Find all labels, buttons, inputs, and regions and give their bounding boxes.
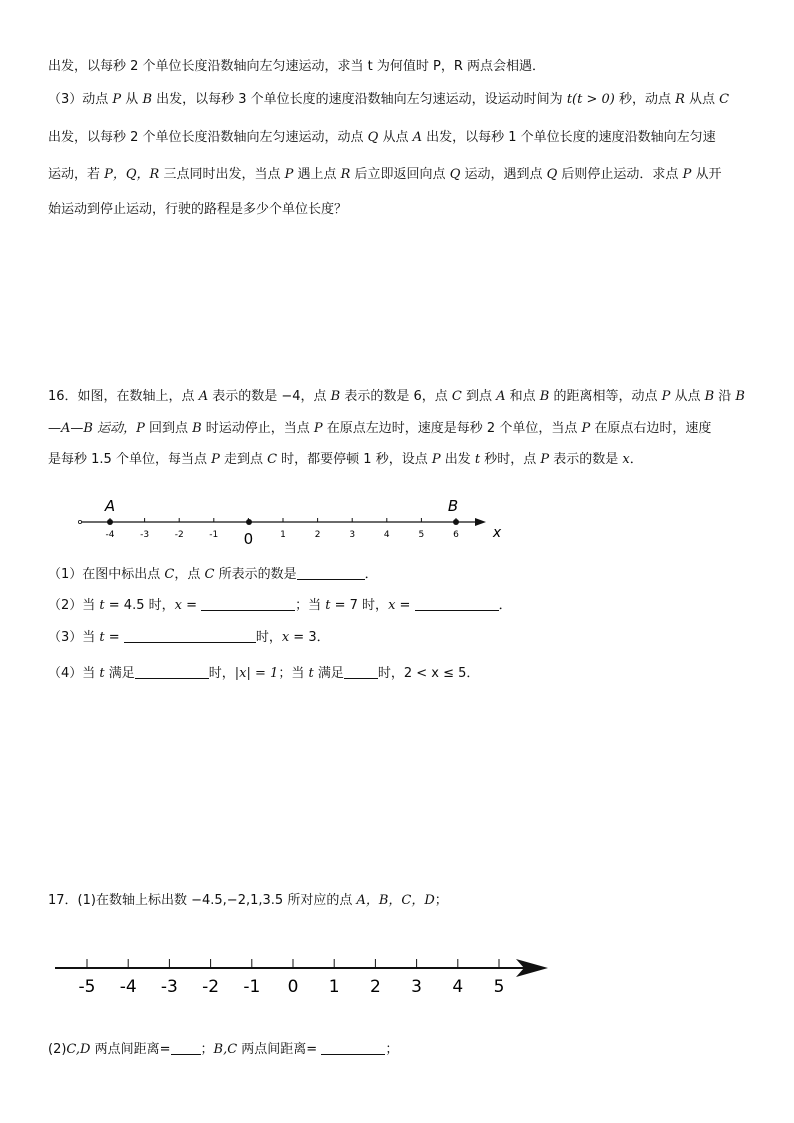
q17-tick-label: -1 bbox=[243, 977, 261, 997]
q17-tick-label: -2 bbox=[202, 977, 220, 997]
q16-tick-label: 6 bbox=[453, 530, 459, 540]
q16-tick-label: -1 bbox=[209, 530, 219, 540]
q16-point-origin-dot bbox=[246, 519, 252, 525]
q16-tick-label: -2 bbox=[174, 530, 184, 540]
q16-tick-label: 2 bbox=[314, 530, 321, 540]
answer-blank[interactable] bbox=[344, 664, 378, 679]
q16-tick-label: 3 bbox=[349, 530, 356, 540]
q16-number-line bbox=[0, 490, 794, 550]
q17-tick-label: 1 bbox=[328, 977, 340, 997]
answer-blank[interactable] bbox=[124, 628, 256, 643]
q16-axis-arrow bbox=[475, 518, 486, 526]
q15-part3-line-2: 出发，以每秒 2 个单位长度沿数轴向左匀速运动，动点 Q 从点 A 出发，以每秒 1 个单位长度的速度沿数轴向左匀速 bbox=[48, 130, 716, 145]
q16-sub-1: （1）在图中标出点 C，点 C 所表示的数是 ． bbox=[48, 567, 378, 582]
q15-part3-line-1: （3）动点 P 从 B 出发，以每秒 3 个单位长度的速度沿数轴向左匀速运动，设运动时间为 t(t > 0) 秒，动点 R 从点 C bbox=[48, 92, 730, 107]
answer-blank[interactable] bbox=[297, 565, 365, 580]
q17-tick-label: 0 bbox=[287, 977, 299, 997]
q17-tick-label: 4 bbox=[452, 977, 464, 997]
answer-blank[interactable] bbox=[321, 1040, 385, 1055]
q16-label-x: x bbox=[492, 525, 502, 541]
q17-tick-label: -5 bbox=[78, 977, 96, 997]
q16-line-1: 16．如图，在数轴上，点 A 表示的数是 −4，点 B 表示的数是 6，点 C 到点 A 和点 B 的距离相等，动点 P 从点 B 沿 B bbox=[48, 389, 745, 404]
q17-line-2: (2)C,D 两点间距离= ；B,C 两点间距离= ； bbox=[48, 1042, 399, 1057]
q17-tick-label: 5 bbox=[493, 977, 505, 997]
answer-blank[interactable] bbox=[135, 664, 209, 679]
q17-tick-label: 2 bbox=[369, 977, 381, 997]
q17-tick-label: 3 bbox=[411, 977, 423, 997]
q15-line-0: 出发，以每秒 2 个单位长度沿数轴向左匀速运动，求当 t 为何值时 P，R 两点会相遇． bbox=[48, 59, 546, 74]
q16-label-a: A bbox=[104, 497, 116, 515]
q15-part3-line-3: 运动，若 P，Q，R 三点同时出发，当点 P 遇上点 R 后立即返回向点 Q 运动，遇到点 Q 后则停止运动．求点 P 从开 bbox=[48, 167, 722, 182]
q16-sub-3: （3）当 t = 时，x = 3． bbox=[48, 630, 330, 645]
q16-label-b: B bbox=[447, 497, 459, 515]
q16-tick-label: 4 bbox=[383, 530, 390, 540]
q16-sub-4: （4）当 t 满足 时，|x| = 1；当 t 满足 时，2 < x ≤ 5． bbox=[48, 666, 480, 681]
q16-axis-origin-end bbox=[78, 520, 81, 523]
q17-line-1: 17．(1)在数轴上标出数 −4.5,−2,1,3.5 所对应的点 A，B，C，D； bbox=[48, 893, 448, 908]
answer-blank[interactable] bbox=[171, 1040, 201, 1055]
q16-point-b-dot bbox=[453, 519, 459, 525]
q17-tick-label: -3 bbox=[160, 977, 178, 997]
answer-blank[interactable] bbox=[201, 596, 295, 611]
answer-blank[interactable] bbox=[415, 596, 499, 611]
q15-part3-line-4: 始运动到停止运动，行驶的路程是多少个单位长度？ bbox=[48, 202, 348, 217]
q17-number-line bbox=[0, 950, 794, 1000]
q16-sub-2: （2）当 t = 4.5 时，x = ；当 t = 7 时，x = ． bbox=[48, 598, 512, 613]
q17-tick-label: -4 bbox=[119, 977, 137, 997]
q16-tick-label: 0 bbox=[243, 530, 254, 548]
q16-tick-label: 1 bbox=[280, 530, 286, 540]
q16-tick-label: -3 bbox=[140, 530, 150, 540]
q16-tick-label: -4 bbox=[105, 530, 115, 540]
q16-tick-label: 5 bbox=[418, 530, 425, 540]
q16-point-a-dot bbox=[107, 519, 113, 525]
q16-line-3: 是每秒 1.5 个单位，每当点 P 走到点 C 时，都要停顿 1 秒，设点 P 出发 t 秒时，点 P 表示的数是 x． bbox=[48, 452, 643, 467]
q16-line-2: —A—B 运动，P 回到点 B 时运动停止，当点 P 在原点左边时，速度是每秒 2 个单位，当点 P 在原点右边时，速度 bbox=[48, 421, 712, 436]
